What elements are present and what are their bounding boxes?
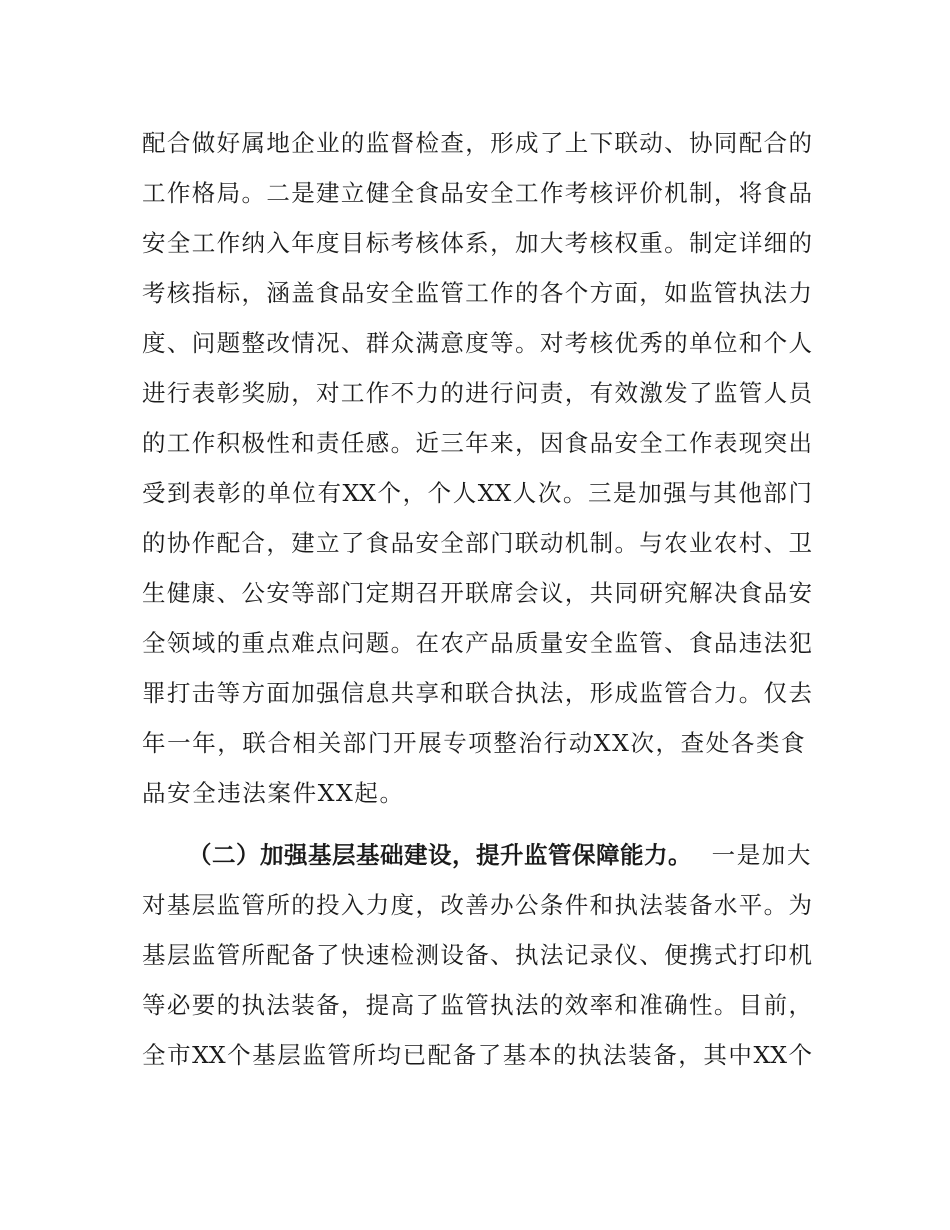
paragraph-line: 生健康、公安等部门定期召开联席会议，共同研究解决食品安 [142,579,812,607]
paragraph-line: 进行表彰奖励，对工作不力的进行问责，有效激发了监管人员 [142,379,812,407]
paragraph-line: 等必要的执法装备，提高了监管执法的效率和准确性。目前， [142,991,812,1019]
paragraph-line: 罪打击等方面加强信息共享和联合执法，形成监管合力。仅去 [142,679,812,707]
paragraph-line: 年一年，联合相关部门开展专项整治行动XX次，查处各类食 [142,729,807,757]
section-heading: （二）加强基层基础建设，提升监管保障能力。 [188,841,692,869]
paragraph-line: 品安全违法案件XX起。 [142,779,405,807]
paragraph-line: 的工作积极性和责任感。近三年来，因食品安全工作表现突出 [142,429,812,457]
paragraph-line: 全市XX个基层监管所均已配备了基本的执法装备，其中XX个 [142,1041,812,1069]
paragraph-line: 安全工作纳入年度目标考核体系，加大考核权重。制定详细的 [142,229,812,257]
paragraph-line: 度、问题整改情况、群众满意度等。对考核优秀的单位和个人 [142,329,812,357]
paragraph-line: 考核指标，涵盖食品安全监管工作的各个方面，如监管执法力 [142,279,812,307]
heading-tail-text: 一是加大 [711,841,812,869]
paragraph-line: 配合做好属地企业的监督检查，形成了上下联动、协同配合的 [142,129,812,157]
paragraph-line: 全领域的重点难点问题。在农产品质量安全监管、食品违法犯 [142,629,812,657]
paragraph-line: 对基层监管所的投入力度，改善办公条件和执法装备水平。为 [142,891,812,919]
paragraph-line: 工作格局。二是建立健全食品安全工作考核评价机制，将食品 [142,179,812,207]
paragraph-first-line [188,840,812,870]
paragraph-line: 的协作配合，建立了食品安全部门联动机制。与农业农村、卫 [142,529,812,557]
paragraph-line: 基层监管所配备了快速检测设备、执法记录仪、便携式打印机 [142,941,812,969]
paragraph-line: 受到表彰的单位有XX个，个人XX人次。三是加强与其他部门 [142,479,812,507]
